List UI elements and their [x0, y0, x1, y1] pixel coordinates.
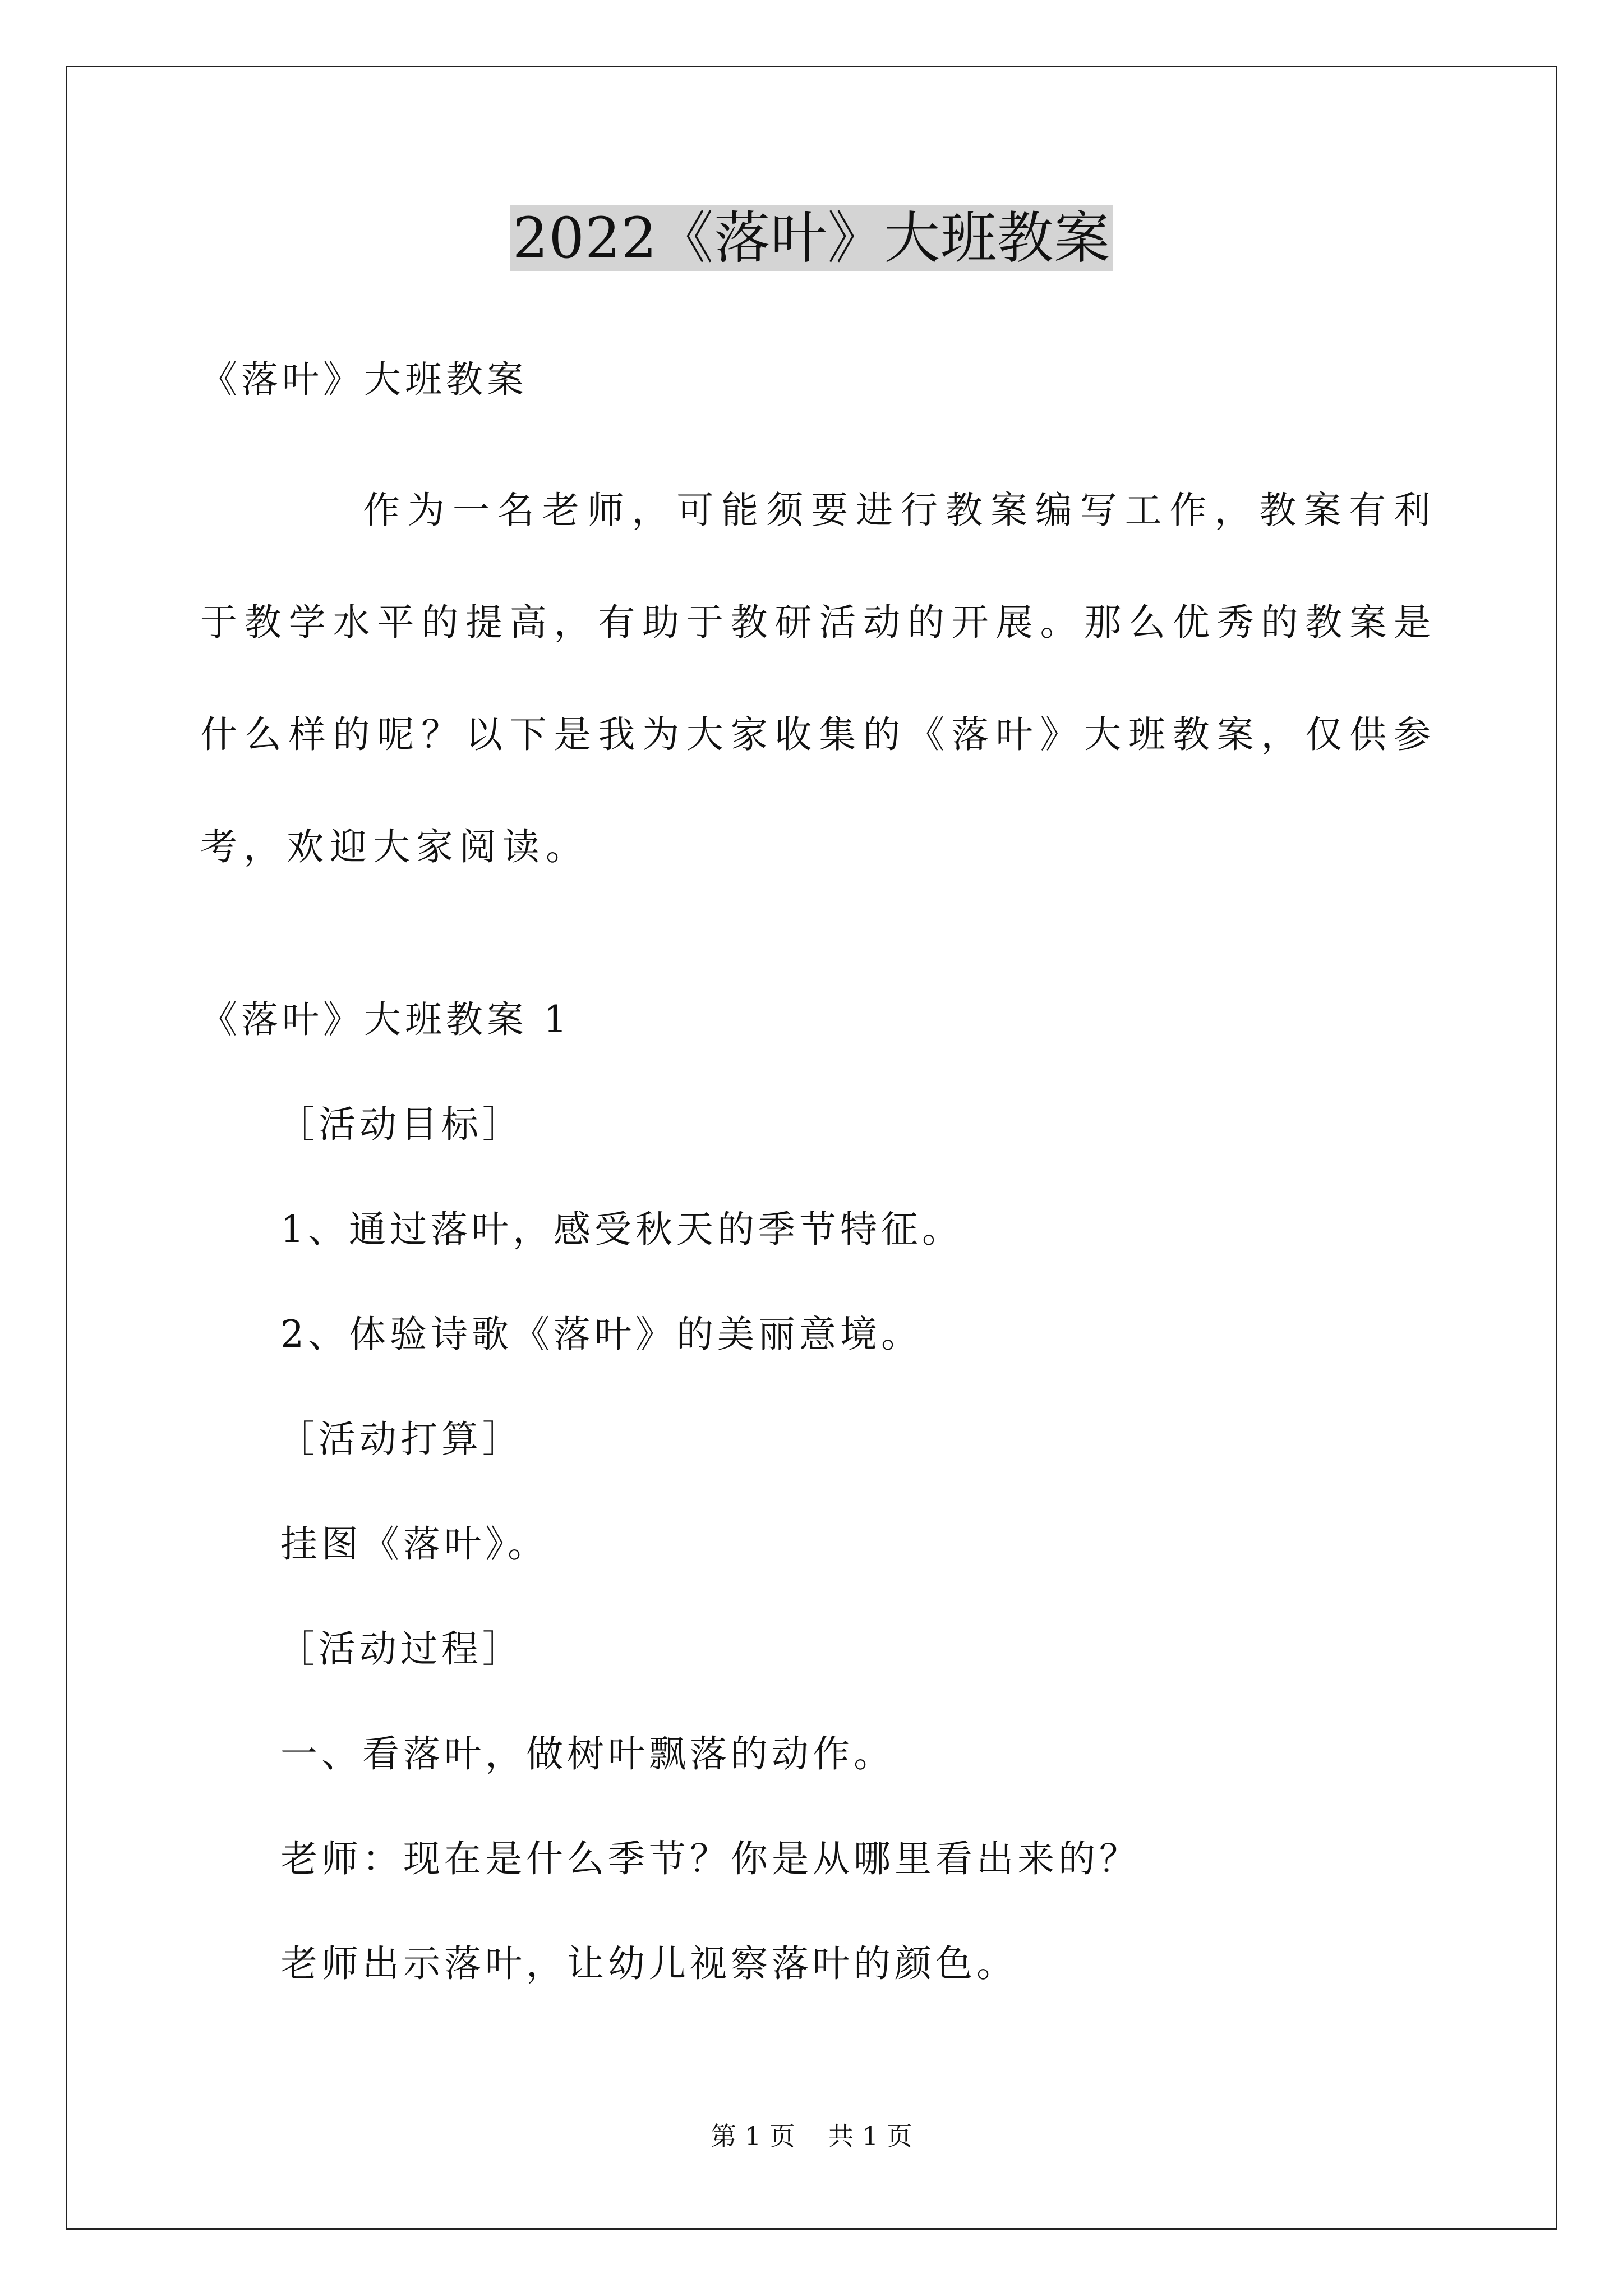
- page-footer: 第 1 页 共 1 页: [711, 2121, 912, 2151]
- section-heading: 《落叶》大班教案 1: [200, 998, 571, 1041]
- teacher-action: 老师出示落叶，让幼儿视察落叶的颜色。: [280, 1942, 1017, 1985]
- goal-item-1: 1、通过落叶，感受秋天的季节特征。: [280, 1208, 963, 1251]
- process-heading: ［活动过程］: [278, 1627, 523, 1671]
- document-subtitle: 《落叶》大班教案: [200, 358, 528, 401]
- prep-item: 挂图《落叶》。: [280, 1522, 548, 1566]
- goal-item-2: 2、体验诗歌《落叶》的美丽意境。: [280, 1313, 922, 1356]
- intro-paragraph: 作为一名老师，可能须要进行教案编写工作，教案有利于教学水平的提高，有助于教研活动的开展。那么优秀的教案是什么样的呢？以下是我为大家收集的《落叶》大班教案，仅供参考，欢迎大家阅读。: [200, 489, 1437, 868]
- process-step-1: 一、看落叶，做树叶飘落的动作。: [280, 1732, 895, 1775]
- goals-heading: ［活动目标］: [278, 1103, 523, 1146]
- document-title-text: 2022《落叶》大班教案: [510, 205, 1113, 271]
- prep-heading: ［活动打算］: [278, 1418, 523, 1461]
- document-title: [0, 199, 1623, 278]
- teacher-question: 老师：现在是什么季节？你是从哪里看出来的？: [280, 1837, 1140, 1880]
